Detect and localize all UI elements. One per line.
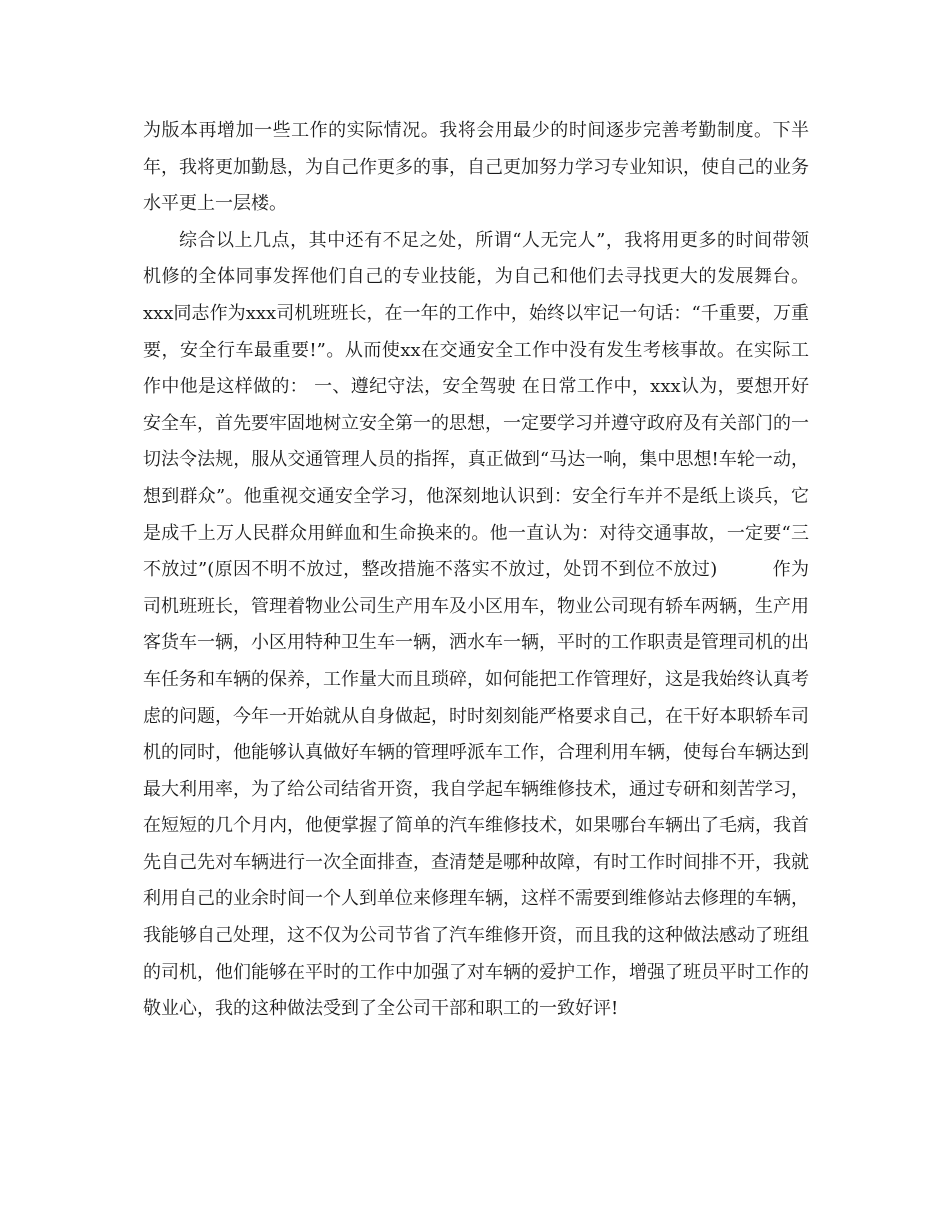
paragraph-2: 综合以上几点，其中还有不足之处，所谓“人无完人”，我将用更多的时间带领机修的全体同事发挥他们自己的专业技能，为自己和他们去寻找更大的发展舞台。xxx同志作为xxx司机班班长，在一年的工作中，始终以牢记一句话：“千重要，万重要，安全行车最重要!”。从而使xx在交通安全工作中没有发生考核事故。在实际工作中他是这样做的： 一、遵纪守法，安全驾驶 在日常工作中，xxx认为，要想开好安全车，首先要牢固地树立安全第一的思想，一定要学习并遵守政府及有关部门的一切法令法规，服从交通管理人员的指挥，真正做到“马达一响，集中思想!车轮一动，想到群众”。他重视交通安全学习，他深刻地认识到：安全行车并不是纸上谈兵，它是成千上万人民群众用鲜血和生命换来的。他一直认为：对待交通事故，一定要“三不放过”(原因不明不放过，整改措施不落实不放过，处罚不到位不放过) 作为司机班班长，管理着物业公司生产用车及小区用车，物业公司现有轿车两辆，生产用客货车一辆，小区用特种卫生车一辆，洒水车一辆，平时的工作职责是管理司机的出车任务和车辆的保养，工作量大而且琐碎，如何能把工作管理好，这是我始终认真考虑的问题，今年一开始就从自身做起，时时刻刻能严格要求自己，在干好本职轿车司机的同时，他能够认真做好车辆的管理呼派车工作，合理利用车辆，使每台车辆达到最大利用率，为了给公司结省开资，我自学起车辆维修技术，通过专研和刻苦学习，在短短的几个月内，他便掌握了简单的汽车维修技术，如果哪台车辆出了毛病，我首先自己先对车辆进行一次全面排查，查清楚是哪种故障，有时工作时间排不开，我就利用自己的业余时间一个人到单位来修理车辆，这样不需要到维修站去修理的车辆，我能够自己处理，这不仅为公司节省了汽车维修开资，而且我的这种做法感动了班组的司机，他们能够在平时的工作中加强了对车辆的爱护工作，增强了班员平时工作的敬业心，我的这种做法受到了全公司干部和职工的一致好评! xyxy=(143,229,809,1020)
document-body xyxy=(143,113,809,1028)
paragraph-1: 为版本再增加一些工作的实际情况。我将会用最少的时间逐步完善考勤制度。下半年，我将更加勤恳，为自己作更多的事，自己更加努力学习专业知识，使自己的业务水平更上一层楼。 xyxy=(143,120,809,215)
